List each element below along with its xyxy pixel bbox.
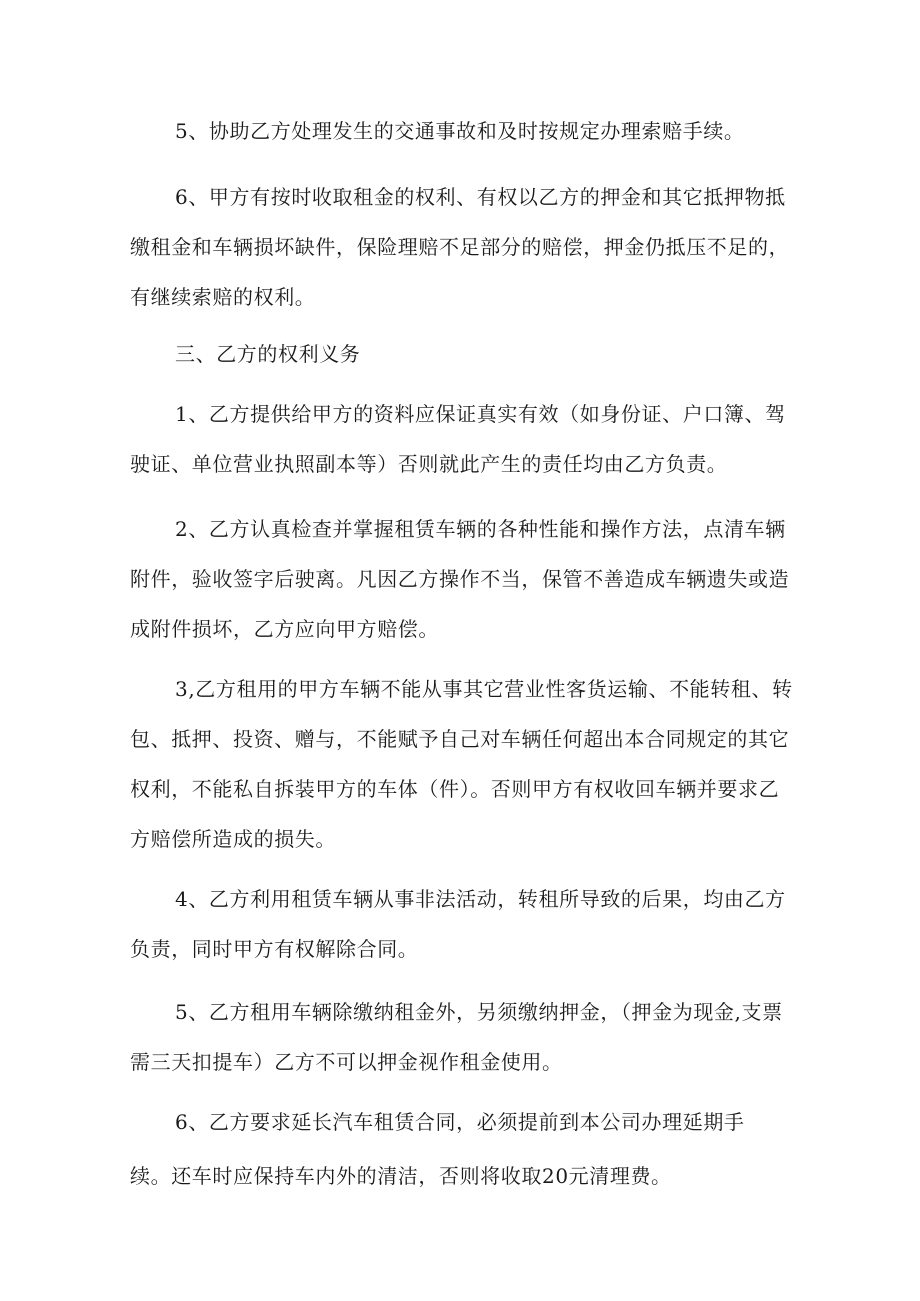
section-heading: 三、乙方的权利义务 [175, 342, 361, 366]
paragraph-7-line-2: 负责，同时甲方有权解除合同。 [130, 937, 419, 961]
paragraph-9-line-2: 续。还车时应保持车内外的清洁，否则将收取20元清理费。 [130, 1164, 672, 1188]
paragraph-5-line-2: 附件，验收签字后驶离。凡因乙方操作不当，保管不善造成车辆遗失或造 [130, 567, 790, 591]
paragraph-2-line-1: 6、甲方有按时收取租金的权利、有权以乙方的押金和其它抵押物抵 [175, 185, 786, 209]
paragraph-2-line-3: 有继续索赔的权利。 [130, 285, 316, 309]
paragraph-4-line-2: 驶证、单位营业执照副本等）否则就此产生的责任均由乙方负责。 [130, 452, 728, 476]
paragraph-8-line-1: 5、乙方租用车辆除缴纳租金外，另须缴纳押金，（押金为现金,支票 [175, 1000, 783, 1024]
paragraph-9-line-1: 6、乙方要求延长汽车租赁合同，必须提前到本公司办理延期手 [175, 1110, 745, 1134]
paragraph-1-line-1: 5、协助乙方处理发生的交通事故和及时按规定办理索赔手续。 [175, 119, 745, 143]
paragraph-2-line-2: 缴租金和车辆损坏缺件，保险理赔不足部分的赔偿，押金仍抵压不足的， [130, 235, 790, 259]
paragraph-8-line-2: 需三天扣提车）乙方不可以押金视作租金使用。 [130, 1050, 563, 1074]
paragraph-4-line-1: 1、乙方提供给甲方的资料应保证真实有效（如身份证、户口簿、驾 [175, 402, 786, 426]
paragraph-5-line-3: 成附件损坏，乙方应向甲方赔偿。 [130, 617, 439, 641]
paragraph-6-line-3: 权利，不能私自拆装甲方的车体（件）。否则甲方有权收回车辆并要求乙 [130, 777, 780, 801]
paragraph-6-line-1: 3,乙方租用的甲方车辆不能从事其它营业性客货运输、不能转租、转 [175, 677, 793, 701]
paragraph-5-line-1: 2、乙方认真检查并掌握租赁车辆的各种性能和操作方法，点清车辆 [175, 517, 786, 541]
paragraph-7-line-1: 4、乙方利用租赁车辆从事非法活动，转租所导致的后果，均由乙方 [175, 887, 786, 911]
paragraph-6-line-4: 方赔偿所造成的损失。 [130, 827, 336, 851]
paragraph-6-line-2: 包、抵押、投资、赠与，不能赋予自己对车辆任何超出本合同规定的其它 [130, 727, 790, 751]
